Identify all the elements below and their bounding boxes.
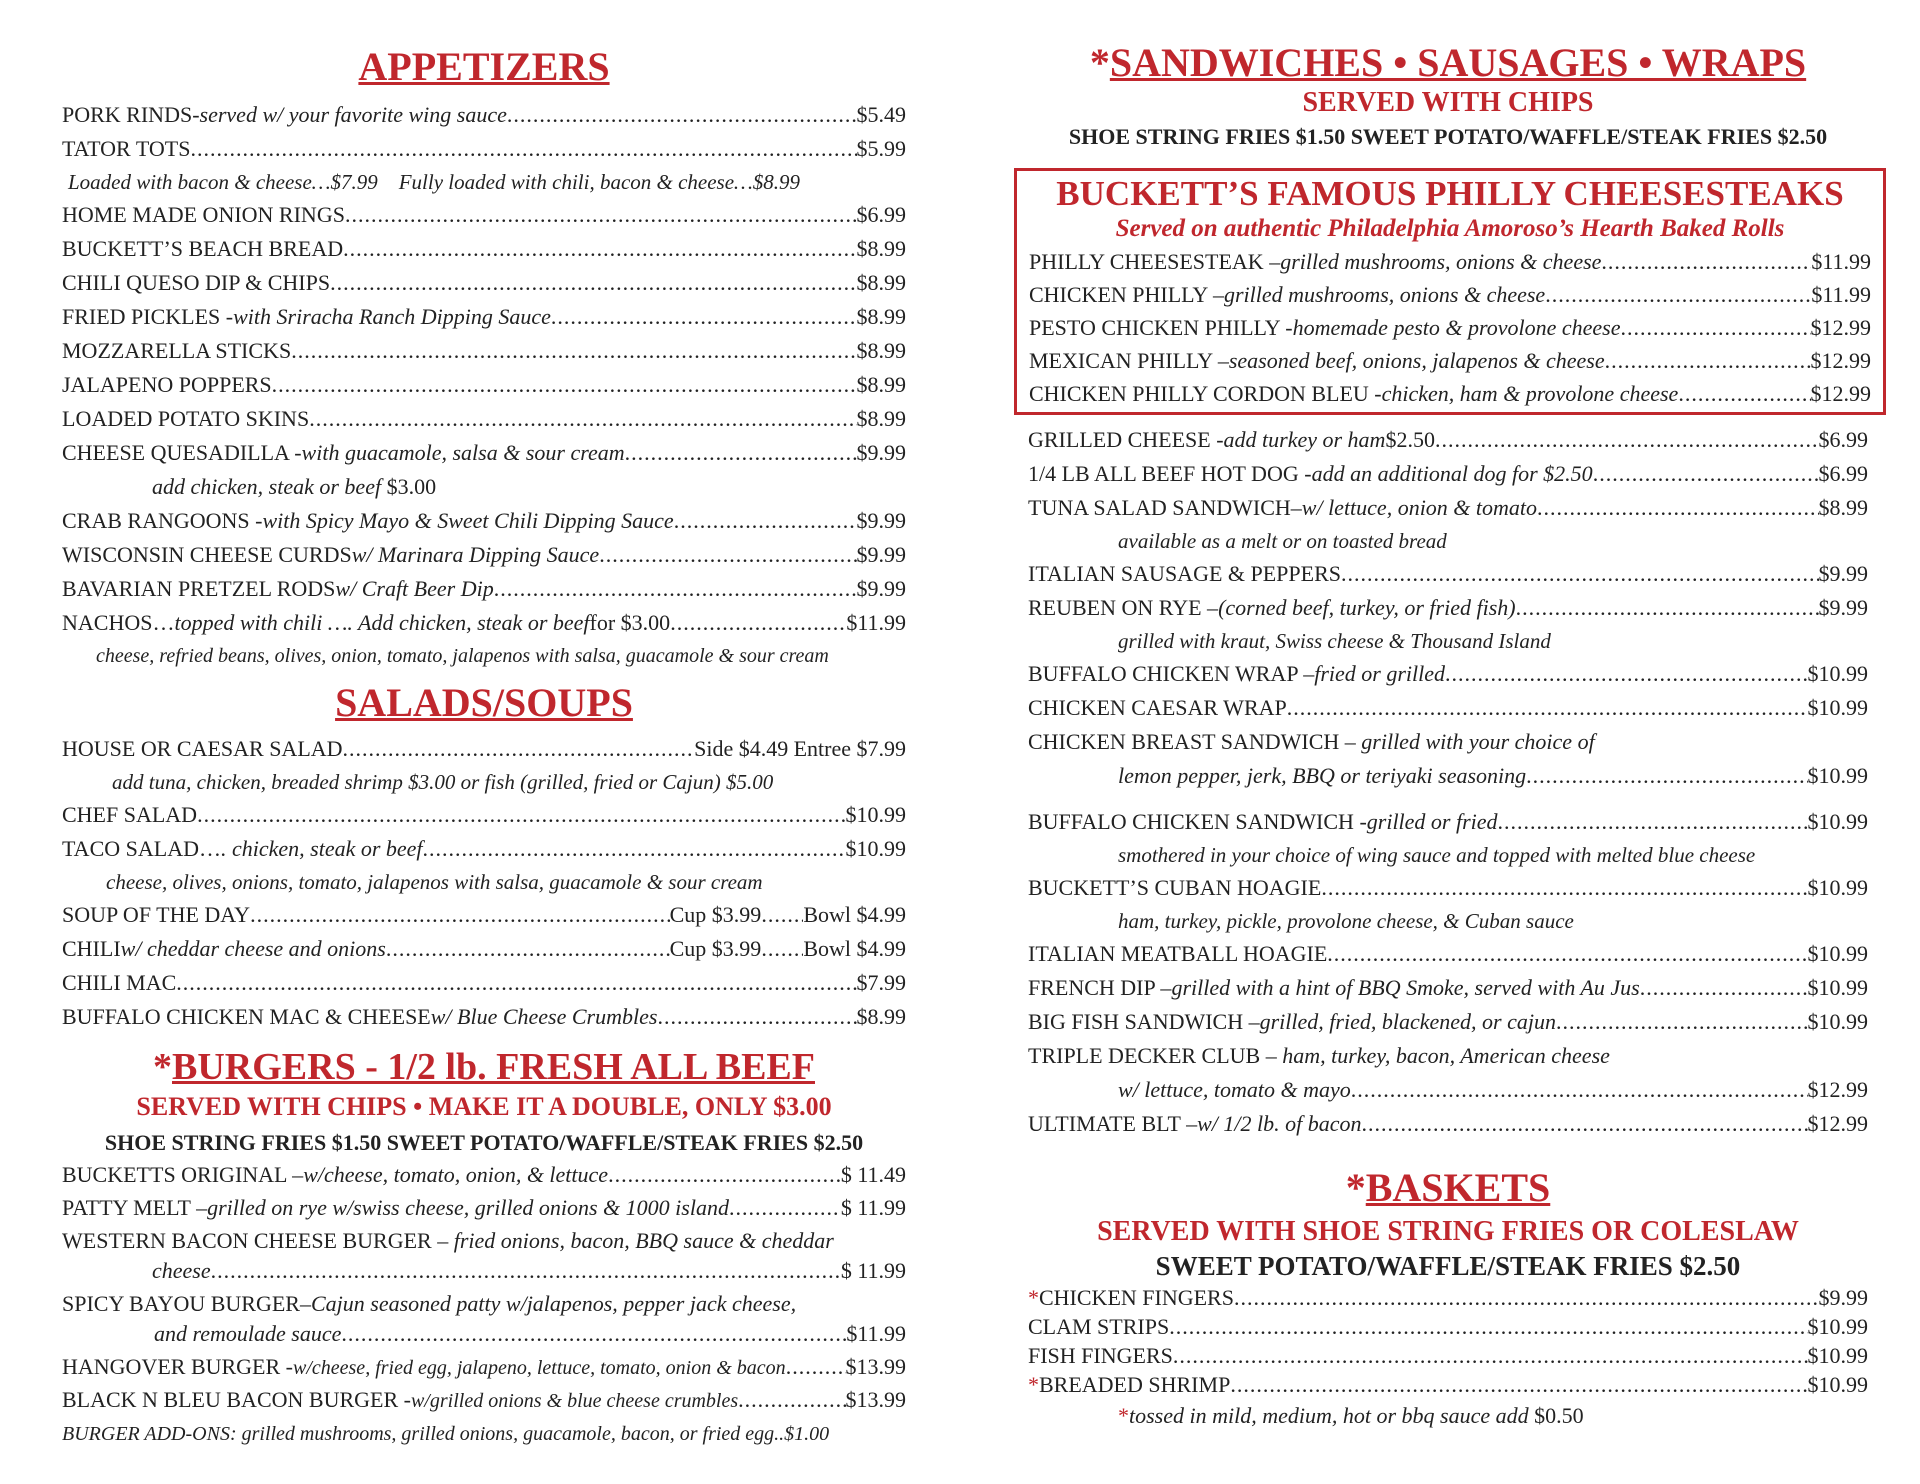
menu-item: ITALIAN SAUSAGE & PEPPERS ..... $9.99 (1028, 557, 1868, 591)
menu-note: add tuna, chicken, breaded shrimp $3.00 or fish (grilled, fried or Cajun) $5.00 (112, 770, 774, 794)
philly-title: BUCKETT’S FAMOUS PHILLY CHEESESTEAKS (1056, 174, 1844, 213)
menu-item: BUFFALO CHICKEN WRAP – fried or grilled ..... $10.99 (1028, 657, 1868, 691)
left-column (62, 0, 906, 1450)
baskets-heading: *BASKETS (1345, 1165, 1551, 1210)
menu-item: CHEESE QUESADILLA - with guacamole, salsa & sour cream ..... $9.99 (62, 436, 906, 470)
menu-item: TATOR TOTS ..... $5.99 (62, 132, 906, 166)
menu-item: HOUSE OR CAESAR SALAD ..... Side $4.49 Entree $7.99 (62, 732, 906, 766)
menu-item: HANGOVER BURGER - w/cheese, fried egg, jalapeno, lettuce, tomato, onion & bacon ..... $13.99 (62, 1352, 906, 1381)
menu-item: CHILI QUESO DIP & CHIPS ..... $8.99 (62, 266, 906, 300)
menu-note: cheese, olives, onions, tomato, jalapenos with salsa, guacamole & sour cream (106, 870, 763, 894)
menu-item: SPICY BAYOU BURGER–Cajun seasoned patty w/jalapenos, pepper jack cheese, (62, 1291, 797, 1316)
menu-item: BAVARIAN PRETZEL RODS w/ Craft Beer Dip ..... $9.99 (62, 572, 906, 606)
menu-item: BLACK N BLEU BACON BURGER - w/grilled onions & blue cheese crumbles ..... $13.99 (62, 1385, 906, 1414)
menu-item: ITALIAN MEATBALL HOAGIE ..... $10.99 (1028, 937, 1868, 971)
menu-note: add chicken, steak or beef $3.00 (152, 474, 437, 499)
menu-item: BUCKETT’S CUBAN HOAGIE ..... $10.99 (1028, 871, 1868, 905)
sandwiches-sides: SHOE STRING FRIES $1.50 SWEET POTATO/WAFFLE/STEAK FRIES $2.50 (1068, 124, 1828, 149)
menu-item: BUFFALO CHICKEN SANDWICH - grilled or fried ..... $10.99 (1028, 805, 1868, 839)
menu-item: WISCONSIN CHEESE CURDS w/ Marinara Dipping Sauce ..... $9.99 (62, 538, 906, 572)
menu-note: ham, turkey, pickle, provolone cheese, & Cuban sauce (1118, 909, 1574, 933)
menu-item: BUFFALO CHICKEN MAC & CHEESE w/ Blue Cheese Crumbles ..... $8.99 (62, 1000, 906, 1034)
philly-subtitle: Served on authentic Philadelphia Amoroso’s Hearth Baked Rolls (1115, 215, 1785, 242)
menu-item: CHILI w/ cheddar cheese and onions ..... Cup $3.99 ..... Bowl $4.99 (62, 932, 906, 966)
baskets-subheading: SERVED WITH SHOE STRING FRIES OR COLESLAW (1097, 1216, 1799, 1247)
menu-item: CHEF SALAD ..... $10.99 (62, 798, 906, 832)
burgers-sides: SHOE STRING FRIES $1.50 SWEET POTATO/WAFFLE/STEAK FRIES $2.50 (104, 1130, 864, 1155)
menu-item: and remoulade sauce ..... $11.99 (62, 1319, 906, 1348)
menu-item: TUNA SALAD SANDWICH– w/ lettuce, onion & tomato ..... $8.99 (1028, 491, 1868, 525)
menu-item: TACO SALAD… . chicken, steak or beef ..... $10.99 (62, 832, 906, 866)
burger-addons: BURGER ADD-ONS: grilled mushrooms, grilled onions, guacamole, bacon, or fried egg..$1.00 (62, 1423, 830, 1445)
philly-box (1014, 168, 1886, 415)
menu-item: SOUP OF THE DAY ..... Cup $3.99 ..... Bowl $4.99 (62, 898, 906, 932)
menu-item: 1/4 LB ALL BEEF HOT DOG - add an additional dog for $2.50 ..... $6.99 (1028, 457, 1868, 491)
menu-item: * BREADED SHRIMP ..... $10.99 (1028, 1370, 1868, 1399)
menu-item: REUBEN ON RYE – (corned beef, turkey, or fried fish) ..... $9.99 (1028, 591, 1868, 625)
appetizers-heading: APPETIZERS (358, 44, 610, 89)
menu-item: NACHOS… topped with chili …. Add chicken, steak or beef for $3.00 ..... $11.99 (62, 606, 906, 640)
menu-item: PHILLY CHEESESTEAK – grilled mushrooms, onions & cheese ..... $11.99 (1029, 245, 1871, 278)
menu-item: TRIPLE DECKER CLUB – ham, turkey, bacon, American cheese (1028, 1043, 1610, 1068)
menu-note: grilled with kraut, Swiss cheese & Thousand Island (1118, 629, 1551, 653)
menu-item: WESTERN BACON CHEESE BURGER – fried onions, bacon, BBQ sauce & cheddar (62, 1228, 834, 1253)
menu-item: CHICKEN BREAST SANDWICH – grilled with your choice of (1028, 729, 1595, 754)
menu-item: CHICKEN CAESAR WRAP ..... $10.99 (1028, 691, 1868, 725)
menu-item: JALAPENO POPPERS ..... $8.99 (62, 368, 906, 402)
salads-heading: SALADS/SOUPS (335, 680, 633, 725)
menu-item: LOADED POTATO SKINS ..... $8.99 (62, 402, 906, 436)
burgers-heading: *BURGERS - 1/2 lb. FRESH ALL BEEF (153, 1046, 815, 1088)
menu-item: ULTIMATE BLT – w/ 1/2 lb. of bacon ..... $12.99 (1028, 1107, 1868, 1141)
menu-note: smothered in your choice of wing sauce and topped with melted blue cheese (1118, 843, 1756, 867)
menu-item: FRENCH DIP – grilled with a hint of BBQ Smoke, served with Au Jus ..... $10.99 (1028, 971, 1868, 1005)
menu-item: CHICKEN PHILLY – grilled mushrooms, onions & cheese ..... $11.99 (1029, 278, 1871, 311)
menu-note: cheese, refried beans, olives, onion, tomato, jalapenos with salsa, guacamole & sour cream (96, 645, 829, 667)
menu-item: lemon pepper, jerk, BBQ or teriyaki seasoning ..... $10.99 (1028, 759, 1868, 793)
menu-item: MOZZARELLA STICKS ..... $8.99 (62, 334, 906, 368)
menu-item: CRAB RANGOONS - with Spicy Mayo & Sweet Chili Dipping Sauce ..... $9.99 (62, 504, 906, 538)
right-column (1028, 0, 1871, 1433)
menu-item: FISH FINGERS ..... $10.99 (1028, 1341, 1868, 1370)
menu-item: CHICKEN PHILLY CORDON BLEU - chicken, ham & provolone cheese ..... $12.99 (1029, 377, 1871, 410)
menu-item: HOME MADE ONION RINGS ..... $6.99 (62, 198, 906, 232)
sandwiches-subheading: SERVED WITH CHIPS (1302, 87, 1594, 118)
menu-note: Loaded with bacon & cheese…$7.99 Fully loaded with chili, bacon & cheese…$8.99 (68, 170, 800, 194)
menu-item: * CHICKEN FINGERS ..... $9.99 (1028, 1283, 1868, 1312)
baskets-sides: SWEET POTATO/WAFFLE/STEAK FRIES $2.50 (1155, 1251, 1741, 1281)
menu-item: w/ lettuce, tomato & mayo ..... $12.99 (1028, 1073, 1868, 1107)
menu-item: BUCKETTS ORIGINAL – w/cheese, tomato, onion, & lettuce ..... $ 11.49 (62, 1160, 906, 1189)
menu-item: CHILI MAC ..... $7.99 (62, 966, 906, 1000)
menu-item: GRILLED CHEESE - add turkey or ham $2.50 ..... $6.99 (1028, 423, 1868, 457)
menu-item: CLAM STRIPS ..... $10.99 (1028, 1312, 1868, 1341)
menu-item: cheese ..... $ 11.99 (62, 1256, 906, 1285)
menu-item: MEXICAN PHILLY – seasoned beef, onions, jalapenos & cheese ..... $12.99 (1029, 344, 1871, 377)
menu-item: BUCKETT’S BEACH BREAD ..... $8.99 (62, 232, 906, 266)
sandwiches-heading: *SANDWICHES • SAUSAGES • WRAPS (1089, 40, 1807, 85)
menu-note: available as a melt or on toasted bread (1118, 529, 1447, 553)
menu-item: FRIED PICKLES - with Sriracha Ranch Dipping Sauce ..... $8.99 (62, 300, 906, 334)
menu-item: PORK RINDS- served w/ your favorite wing sauce ..... $5.49 (62, 98, 906, 132)
baskets-note: *tossed in mild, medium, hot or bbq sauce add $0.50 (1118, 1403, 1584, 1428)
menu-item: BIG FISH SANDWICH – grilled, fried, blackened, or cajun ..... $10.99 (1028, 1005, 1868, 1039)
menu-item: PESTO CHICKEN PHILLY - homemade pesto & provolone cheese ..... $12.99 (1029, 311, 1871, 344)
menu-item: PATTY MELT – grilled on rye w/swiss cheese, grilled onions & 1000 island ..... $ 11.99 (62, 1193, 906, 1222)
burgers-subheading: SERVED WITH CHIPS • MAKE IT A DOUBLE, ONLY $3.00 (136, 1092, 832, 1121)
